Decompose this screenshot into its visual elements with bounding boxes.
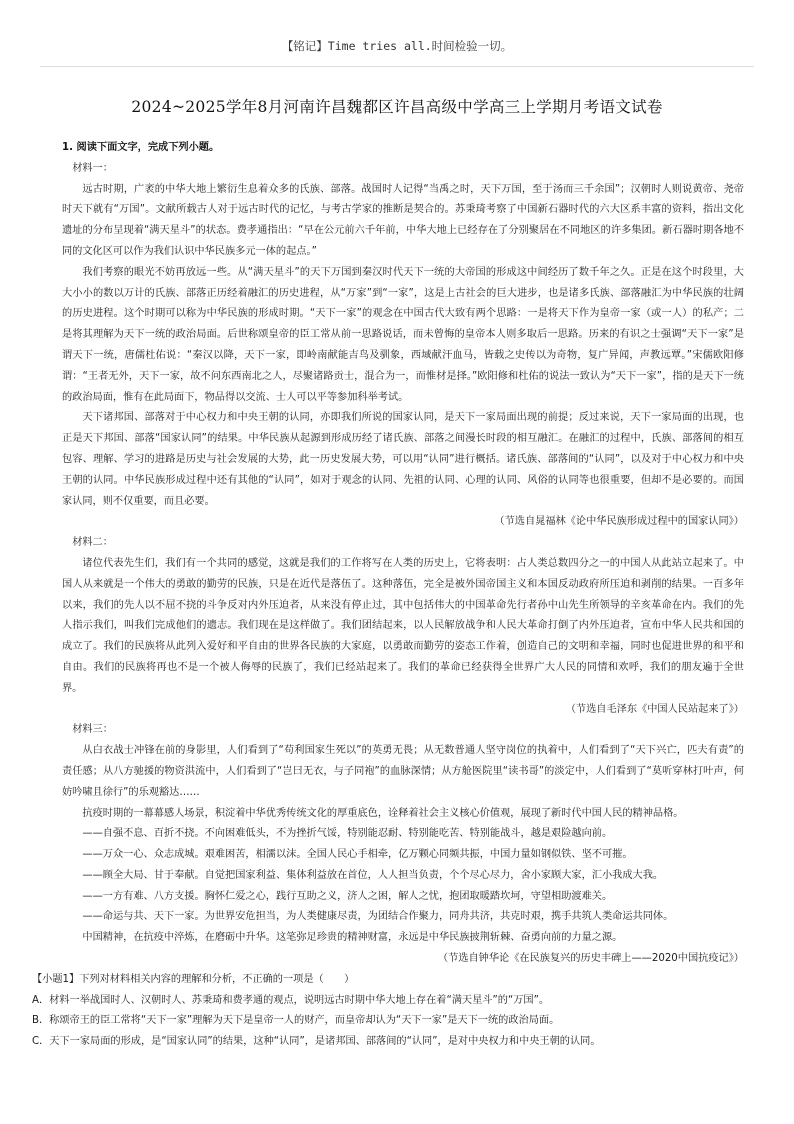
material-3-paragraph: 中国精神，在抗疫中淬炼，在磨砺中升华。这笔弥足珍贵的精神财富，永远是中华民族披荆斩棘、奋勇向前的力量之源。 bbox=[82, 932, 623, 944]
material-2-source: （节选自毛泽东《中国人民站起来了》） bbox=[565, 703, 744, 715]
option-c[interactable]: C．天下一家局面的形成，是“国家认同”的结果，这种“认同”，是诸邦国、部落间的“认同”，是对中央权力和中央王朝的认同。 bbox=[32, 1036, 601, 1048]
option-b[interactable]: B．称颂帝王的臣工常将“天下一家”理解为天下是皇帝一人的财产，而皇帝却认为“天下一家”是天下一统的政治局面。 bbox=[32, 1015, 560, 1027]
material-3-source: （节选自钟华论《在民族复兴的历史丰碑上——2020中国抗疫记》） bbox=[437, 953, 744, 965]
material-1-label: 材料一： bbox=[72, 162, 113, 174]
material-3-paragraph: ——一方有难、八方支援。胸怀仁爱之心，践行互助之义，济人之困，解人之忧，抱团取暖踏坎坷，守望相助渡难关。 bbox=[82, 890, 613, 902]
material-3-paragraph: ——自强不息、百折不挠。不向困难低头，不为挫折气馁，特别能忍耐、特别能吃苦、特别能战斗，越是艰险越向前。 bbox=[82, 828, 613, 840]
material-3-paragraph: ——顾全大局、甘于奉献。自觉把国家利益、集体利益放在首位，人人担当负责，个个尽心尽力，舍小家顾大家，汇小我成大我。 bbox=[82, 869, 664, 881]
material-2-label: 材料二： bbox=[72, 537, 113, 549]
exam-content bbox=[32, 138, 744, 1053]
material-3-paragraph: 抗疫时期的一幕幕感人场景，积淀着中华优秀传统文化的厚重底色，诠释着社会主义核心价值观，展现了新时代中国人民的精神品格。 bbox=[82, 807, 684, 819]
material-1-source: （节选自晁福林《论中华民族形成过程中的国家认同》） bbox=[494, 516, 744, 528]
option-a[interactable]: A．材料一举战国时人、汉朝时人、苏秉琦和费孝通的观点，说明远古时期中华大地上存在着“满天星斗”的“万国”。 bbox=[32, 994, 550, 1006]
question-heading: 1. 阅读下面文字，完成下列小题。 bbox=[62, 142, 220, 153]
sub-question-1: 【小题1】下列对材料相关内容的理解和分析，不正确的一项是（ ） bbox=[32, 973, 355, 985]
material-3-paragraph: ——命运与共、天下一家。为世界安危担当，为人类健康尽责，为团结合作聚力，同舟共济，共克时艰，携手共筑人类命运共同体。 bbox=[82, 911, 674, 923]
header-divider bbox=[40, 66, 754, 67]
material-1-paragraph: 我们考察的眼光不妨再放远一些。从“满天星斗”的天下万国到秦汉时代天下一统的大帝国的形成这中间经历了数千年之久。正是在这个时段里，大大小小的数以万计的氏族、部落正历经着融汇的历史进程，从“万家”到“一家”，这是上古社会的巨大进步，也是诸多氏族、部落融汇为中华民族的壮阔的历史进程。这个时期可以称为中华民族的形成时期。“天下一家”的观念在中国古代大致有两个思路：一是将天下作为皇帝一家（或一人）的私产；二是将其理解为天下一统的政治局面。后世称颂皇帝的臣工常从前一思路说话，而未曾悔的皇帝本人则多取后一思路。历来的有识之士强调“天下一家”是谓天下一统，唐儒杜佑说：“秦汉以降，天下一家，即岭南献能吉鸟及驯象，西域献汗血马，皆载之史传以为奇物，复广异闻，声教远覃。”宋儒欧阳修谓：“王者无外，天下一家，故不问东西南北之人，尽聚诸路贡士，混合为一，而惟材是择。”欧阳修和杜佑的说法一致认为“天下一家”，指的是天下一统的政治局面，惟有在此局面下，物品得以交流、士人可以平等参加科举考试。 bbox=[62, 266, 744, 403]
material-1-paragraph: 天下诸邦国、部落对于中心权力和中央王朝的认同，亦即我们所说的国家认同，是天下一家局面出现的前提；反过来说，天下一家局面的出现，也正是天下邦国、部落“国家认同”的结果。中华民族从起源到形成历经了诸氏族、部落之间漫长时段的相互融汇。在融汇的过程中，氏族、部落间的相互包容、理解、学习的进路是历史与社会发展的大势，此一历史发展大势，可以用“认同”进行概括。诸氏族、部落间的“认同”，以及对于中心权力和中央王朝的认同。中华民族形成过程中还有其他的“认同”，如对于观念的认同、先祖的认同、心理的认同、风俗的认同等也很重要，但却不是必要的。而国家认同，则不仅重要，而且必要。 bbox=[62, 412, 744, 507]
material-1-paragraph: 远古时期，广袤的中华大地上繁衍生息着众多的氏族、部落。战国时人记得“当禹之时，天下万国，至于汤而三千余国”；汉朝时人则说黄帝、尧帝时天下就有“万国”。文献所载古人对于远古时代的记忆，与考古学家的推断是契合的。苏秉琦考察了中国新石器时代的六大区系丰富的资料，指出文化遗址的分布呈现着“满天星斗”的状态。费孝通指出：“早在公元前六千年前，中华大地上已经存在了分别聚居在不同地区的许多集团。新石器时期各地不同的文化区可以作为我们认识中华民族多元一体的起点。” bbox=[62, 183, 744, 257]
material-3-paragraph: 从白衣战士冲锋在前的身影里，人们看到了“苟利国家生死以”的英勇无畏；从无数普通人坚守岗位的执着中，人们看到了“天下兴亡，匹夫有责”的责任感；从八方驰援的物资洪流中，人们看到了“岂曰无衣，与子同袍”的血脉深情；从方舱医院里“读书哥”的淡定中，人们看到了“莫听穿林打叶声，何妨吟啸且徐行”的乐观豁达…… bbox=[62, 745, 744, 798]
header-motto: 【铭记】Time tries all.时间检验一切。 bbox=[281, 39, 513, 53]
material-3-paragraph: ——万众一心、众志成城。艰难困苦，相濡以沫。全国人民心手相牵，亿万颗心同频共振，中国力量如钢似铁、坚不可摧。 bbox=[82, 849, 633, 861]
material-2-paragraph: 诸位代表先生们，我们有一个共同的感觉，这就是我们的工作将写在人类的历史上，它将表明：占人类总数四分之一的中国人从此站立起来了。中国人从来就是一个伟大的勇敢的勤劳的民族，只是在近代是落伍了。这种落伍，完全是被外国帝国主义和本国反动政府所压迫和剥削的结果。一百多年以来，我们的先人以不屈不挠的斗争反对内外压迫者，从来没有停止过，其中包括伟大的中国革命先行者孙中山先生所领导的辛亥革命在内。我们的先人指示我们，叫我们完成他们的遗志。我们现在是这样做了。我们团结起来，以人民解放战争和人民大革命打倒了内外压迫者，宣布中华人民共和国的成立了。我们的民族将从此列入爱好和平自由的世界各民族的大家庭，以勇敢而勤劳的姿态工作着，创造自己的文明和幸福，同时也促进世界的和平和自由。我们的民族将再也不是一个被人侮辱的民族了，我们已经站起来了。我们的革命已经获得全世界广大人民的同情和欢呼，我们的朋友遍于全世界。 bbox=[62, 557, 744, 694]
material-3-label: 材料三： bbox=[72, 724, 113, 736]
exam-title: 2024~2025学年8月河南许昌魏都区许昌高级中学高三上学期月考语文试卷 bbox=[131, 98, 663, 116]
